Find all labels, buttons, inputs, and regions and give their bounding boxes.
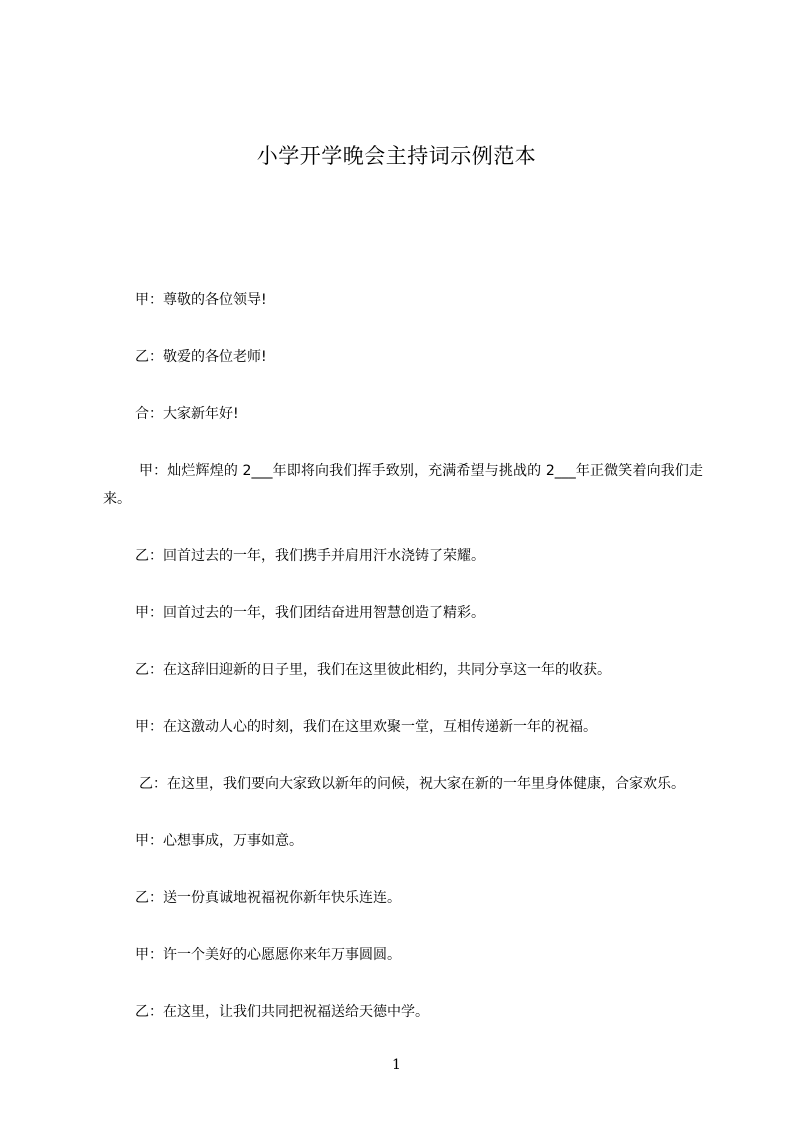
paragraph: 甲：许一个美好的心愿愿你来年万事圆圆。 [135,947,401,963]
paragraph: 甲：在这激动人心的时刻，我们在这里欢聚一堂，互相传递新一年的祝福。 [135,719,597,735]
page-number: 1 [392,1057,401,1073]
paragraph: 乙：敬爱的各位老师! [135,349,267,365]
paragraph: 乙：在这辞旧迎新的日子里，我们在这里彼此相约，共同分享这一年的收获。 [135,662,611,678]
document-body [103,286,703,1055]
paragraph: 乙：在这里，我们要向大家致以新年的问候，祝大家在新的一年里身体健康，合家欢乐。 [139,776,685,792]
paragraph: 甲：灿烂辉煌的 2___年即将向我们挥手致别，充满希望与挑战的 2___年正微笑着向我们走来。 [103,463,703,507]
paragraph: 乙：回首过去的一年，我们携手并肩用汗水浇铸了荣耀。 [135,548,485,564]
paragraph: 甲：尊敬的各位领导! [135,292,267,308]
paragraph: 甲：心想事成，万事如意。 [135,833,303,849]
document-title: 小学开学晚会主持词示例范本 [256,144,537,168]
paragraph: 乙：送一份真诚地祝福祝你新年快乐连连。 [135,890,401,906]
paragraph: 合：大家新年好! [135,406,239,422]
paragraph: 甲：回首过去的一年，我们团结奋进用智慧创造了精彩。 [135,605,485,621]
paragraph: 乙：在这里，让我们共同把祝福送给天德中学。 [135,1004,429,1020]
